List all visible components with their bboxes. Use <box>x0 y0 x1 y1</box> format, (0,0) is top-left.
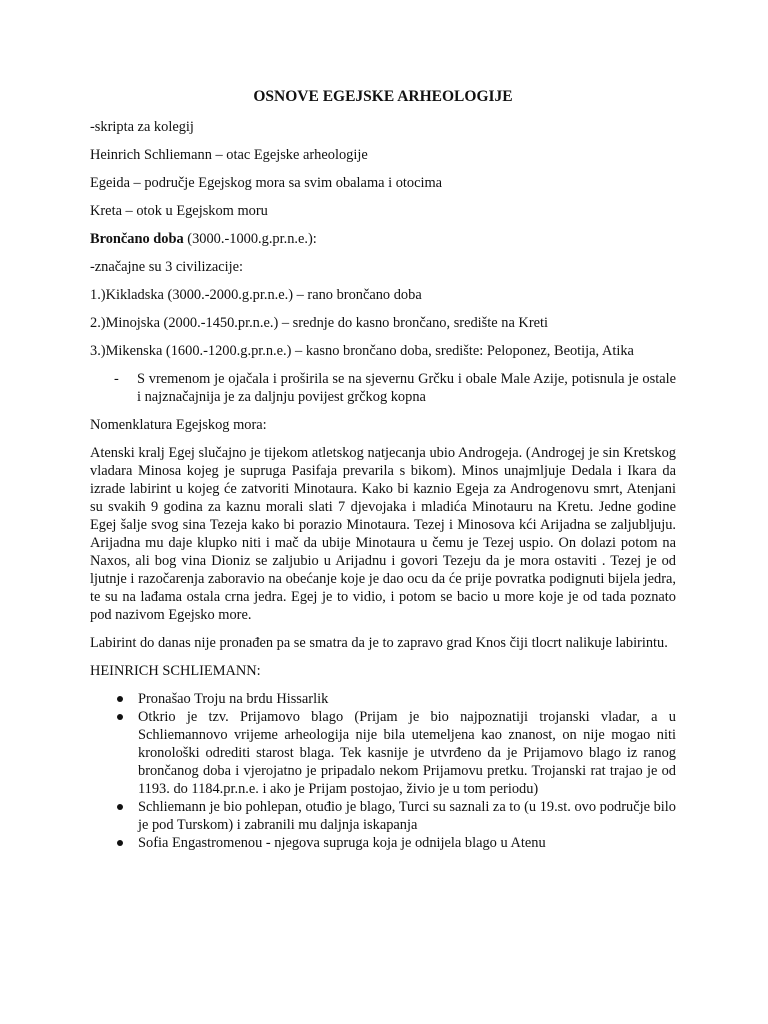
egeida-line: Egeida – područje Egejskog mora sa svim obalama i otocima <box>90 175 443 191</box>
bullet-icon <box>117 804 123 810</box>
list-item-text: Otkrio je tzv. Prijamovo blago (Prijam je bio najpoznatiji trojanski vladar, a u Schliemannovo vrijeme arheologija nije bila utemeljena kao znanost, on nije mogao niti kronološki odrediti starost blaga. Tek kasnije je utvrđeno da je Prijamovo blago iz ranog brončanog doba i vjerojatno je pripadalo nekom Prijamovu pretku. Trojanski rat trajao je od 1193. do 1184.pr.n.e. i ako je Prijam postojao, živio je u tom periodu) <box>138 709 676 797</box>
document-title: OSNOVE EGEJSKE ARHEOLOGIJE <box>253 88 513 105</box>
list-item-text: S vremenom je ojačala i proširila se na sjevernu Grčku i obale Male Azije, potisnula je ostale i najznačajnija je za daljnju povijest grčkog kopna <box>137 371 676 405</box>
nomenclature-heading: Nomenklatura Egejskog mora: <box>90 417 267 433</box>
bronze-age-line <box>90 230 676 248</box>
schliemann-line: Heinrich Schliemann – otac Egejske arheologije <box>90 147 368 163</box>
list-item <box>90 370 676 406</box>
civilization-3: 3.)Mikenska (1600.-1200.g.pr.n.e.) – kasno brončano doba, središte: Peloponez, Beotija, Atika <box>90 343 634 359</box>
bullet-icon <box>117 696 123 702</box>
list-item <box>90 834 676 852</box>
schliemann-heading: HEINRICH SCHLIEMANN: <box>90 663 261 679</box>
labyrinth-paragraph: Labirint do danas nije pronađen pa se smatra da je to zapravo grad Knos čiji tlocrt nalikuje labirintu. <box>90 635 668 651</box>
list-item-text: Sofia Engastromenou - njegova supruga koja je odnijela blago u Atenu <box>138 835 546 851</box>
list-item <box>90 798 676 834</box>
list-item-text: Schliemann je bio pohlepan, otuđio je blago, Turci su saznali za to (u 19.st. ovo područje bilo je pod Turskom) i zabranili mu daljnja iskapanja <box>138 799 676 833</box>
list-item-text: Pronašao Troju na brdu Hissarlik <box>138 691 329 707</box>
bronze-age-dates: (3000.-1000.g.pr.n.e.): <box>183 231 317 247</box>
document-page <box>90 87 676 852</box>
civilization-2: 2.)Minojska (2000.-1450.pr.n.e.) – srednje do kasno brončano, središte na Kreti <box>90 315 548 331</box>
list-item <box>90 708 676 798</box>
schliemann-bullet-list <box>90 690 676 852</box>
myth-paragraph: Atenski kralj Egej slučajno je tijekom atletskog natjecanja ubio Androgeja. (Androgej je sin Kretskog vladara Minosa kojeg je supruga Pasifaja prevarila s bikom). Minos unajmljuje Dedala i Ikara da izrade labirint u kojeg će zatvoriti Minotaura. Kako bi kaznio Egeja za Androgenovu smrt, Atenjani su svakih 9 godina za kaznu morali slati 7 djevojaka i mladića Minotauru na Kretu. Jedne godine Egej šalje svog sina Tezeja kako bi porazio Minotaura. Tezej i Minosova kći Arijadna se zaljubljuju. Arijadna mu daje klupko niti i mač da ubije Minotaura u čemu je Tezej uspio. On dolazi potom na Naxos, ali bog vina Dioniz se zaljubio u Arijadnu i govori Tezeju da je mora ostaviti . Tezej je od ljutnje i razočarenja zaboravio na obećanje koje je dao ocu da će prije povratka podignuti bijela jedra, te su na lađama ostala crna jedra. Egej je to vidio, i potom se bacio u more koje je od tada poznato pod nazivom Egejsko more. <box>90 445 676 623</box>
kreta-line: Kreta – otok u Egejskom moru <box>90 203 268 219</box>
mycenaean-note-list <box>90 370 676 406</box>
bullet-icon <box>117 714 123 720</box>
civilizations-intro: -značajne su 3 civilizacije: <box>90 259 244 275</box>
subtitle-line: -skripta za kolegij <box>90 119 194 135</box>
dash-marker: - <box>114 371 119 387</box>
bullet-icon <box>117 840 123 846</box>
bronze-age-label: Brončano doba <box>90 231 184 247</box>
civilization-1: 1.)Kikladska (3000.-2000.g.pr.n.e.) – rano brončano doba <box>90 287 422 303</box>
list-item <box>90 690 676 708</box>
